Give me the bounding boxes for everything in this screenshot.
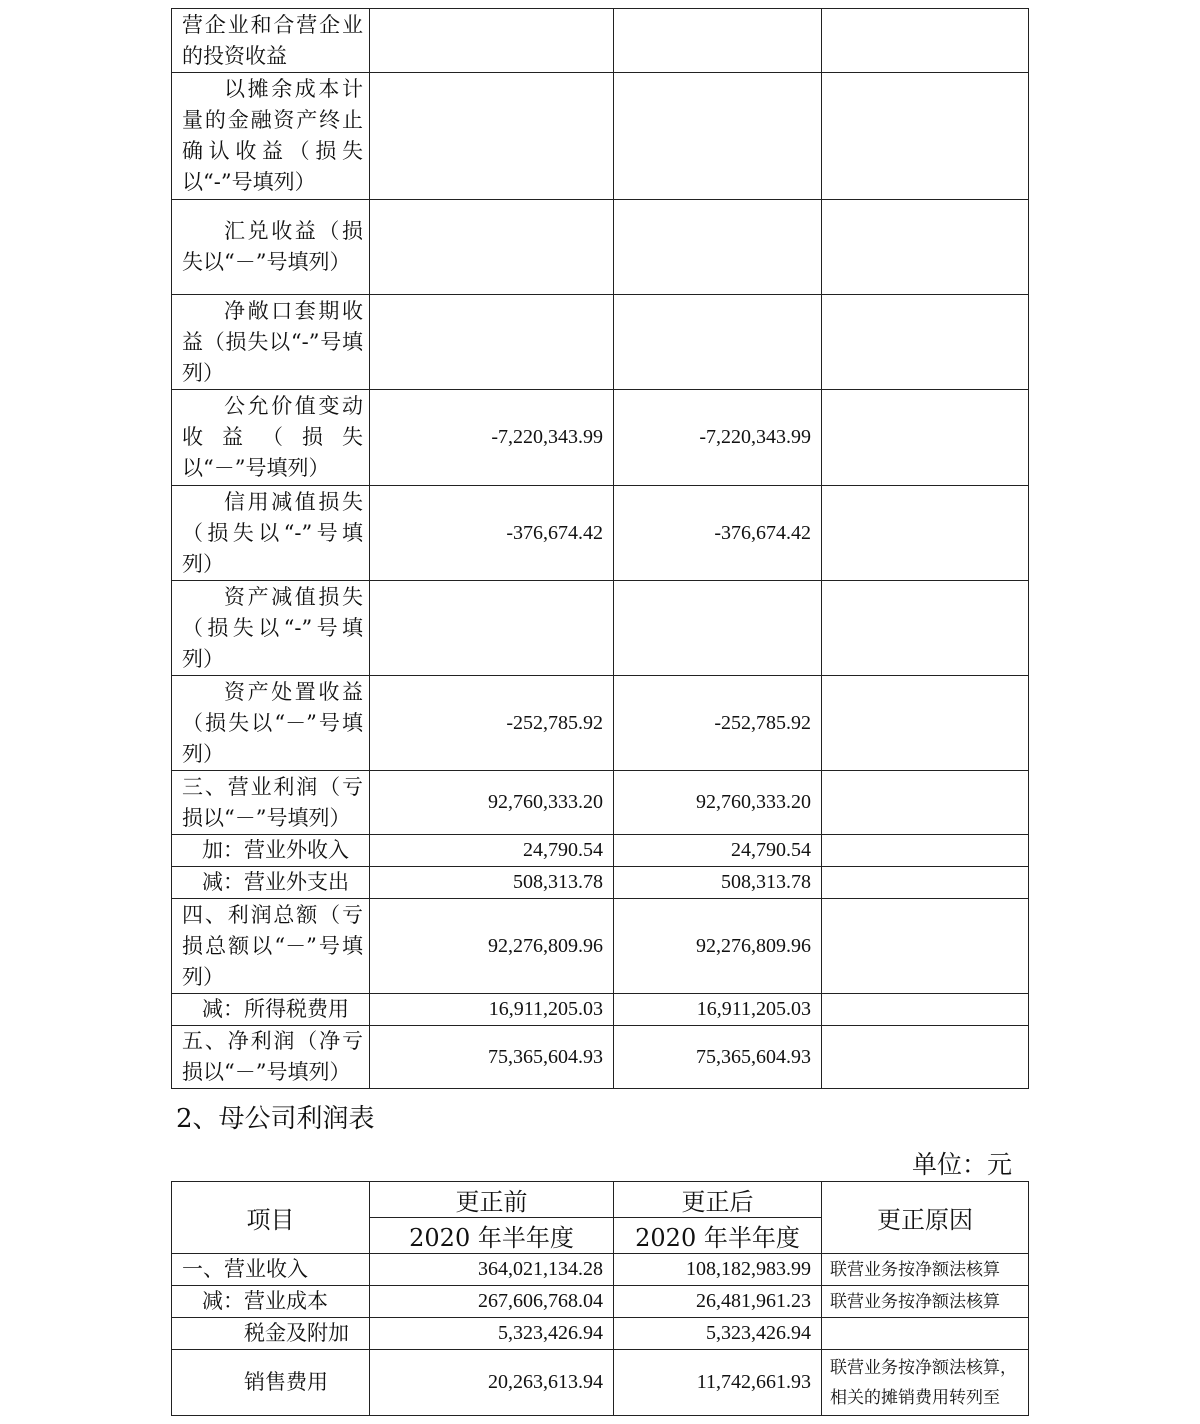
correction-reason: 联营业务按净额法核算 — [822, 1254, 1029, 1286]
value-after — [614, 9, 822, 73]
correction-reason — [822, 200, 1029, 295]
table-header-row — [172, 1182, 1029, 1218]
header-after: 更正后 — [614, 1182, 822, 1218]
row-label: 四、利润总额（亏损总额以“－”号填列） — [172, 899, 370, 994]
value-before: 364,021,134.28 — [370, 1254, 614, 1286]
correction-reason — [822, 1026, 1029, 1089]
header-before: 更正前 — [370, 1182, 614, 1218]
value-after: -7,220,343.99 — [614, 390, 822, 486]
value-before: 267,606,768.04 — [370, 1286, 614, 1318]
value-before: -252,785.92 — [370, 676, 614, 771]
value-before — [370, 73, 614, 200]
row-label: 减：营业成本 — [172, 1286, 370, 1318]
row-label: 税金及附加 — [172, 1318, 370, 1350]
value-after — [614, 295, 822, 390]
header-period-after: 2020 年半年度 — [614, 1218, 822, 1254]
table-row — [172, 200, 1029, 295]
value-before — [370, 581, 614, 676]
row-label: 汇兑收益（损失以“－”号填列） — [172, 200, 370, 295]
income-table-continued — [171, 8, 1029, 1089]
row-label: 减：所得税费用 — [172, 994, 370, 1026]
value-after: 16,911,205.03 — [614, 994, 822, 1026]
value-after: 5,323,426.94 — [614, 1318, 822, 1350]
value-before: 92,760,333.20 — [370, 771, 614, 835]
value-after: 508,313.78 — [614, 867, 822, 899]
header-reason: 更正原因 — [822, 1182, 1029, 1254]
value-after: 92,276,809.96 — [614, 899, 822, 994]
correction-reason — [822, 581, 1029, 676]
row-label: 五、净利润（净亏损以“－”号填列） — [172, 1026, 370, 1089]
table-row — [172, 771, 1029, 835]
row-label: 资产处置收益（损失以“－”号填列） — [172, 676, 370, 771]
value-after: 75,365,604.93 — [614, 1026, 822, 1089]
table-row — [172, 581, 1029, 676]
correction-reason — [822, 486, 1029, 581]
value-after — [614, 581, 822, 676]
header-period-before: 2020 年半年度 — [370, 1218, 614, 1254]
correction-reason — [822, 771, 1029, 835]
parent-income-table — [171, 1181, 1029, 1416]
value-before: 5,323,426.94 — [370, 1318, 614, 1350]
correction-reason: 联营业务按净额法核算 — [822, 1286, 1029, 1318]
table-row — [172, 1026, 1029, 1089]
table-row — [172, 486, 1029, 581]
row-label: 一、营业收入 — [172, 1254, 370, 1286]
unit-label: 单位：元 — [911, 1150, 1012, 1179]
table-row — [172, 867, 1029, 899]
row-label: 以摊余成本计量的金融资产终止确认收益（损失以“-”号填列） — [172, 73, 370, 200]
value-after: 11,742,661.93 — [614, 1350, 822, 1416]
value-after: -376,674.42 — [614, 486, 822, 581]
table-row — [172, 9, 1029, 73]
value-before: -7,220,343.99 — [370, 390, 614, 486]
correction-reason — [822, 390, 1029, 486]
value-before: -376,674.42 — [370, 486, 614, 581]
row-label: 净敞口套期收益（损失以“-”号填列） — [172, 295, 370, 390]
value-before: 24,790.54 — [370, 835, 614, 867]
table-row — [172, 1318, 1029, 1350]
value-before — [370, 9, 614, 73]
section-title: 2、母公司利润表 — [176, 1104, 375, 1134]
correction-reason: 联营业务按净额法核算，相关的摊销费用转列至 — [822, 1350, 1029, 1416]
value-after: 92,760,333.20 — [614, 771, 822, 835]
value-before: 16,911,205.03 — [370, 994, 614, 1026]
table-row — [172, 676, 1029, 771]
value-before: 508,313.78 — [370, 867, 614, 899]
correction-reason — [822, 867, 1029, 899]
row-label: 营企业和合营企业的投资收益 — [172, 9, 370, 73]
value-before: 75,365,604.93 — [370, 1026, 614, 1089]
correction-reason — [822, 1318, 1029, 1350]
value-after: 108,182,983.99 — [614, 1254, 822, 1286]
row-label: 减：营业外支出 — [172, 867, 370, 899]
correction-reason — [822, 899, 1029, 994]
table-row — [172, 835, 1029, 867]
table-row — [172, 390, 1029, 486]
value-before — [370, 200, 614, 295]
table-row — [172, 899, 1029, 994]
table-row — [172, 295, 1029, 390]
row-label: 资产减值损失（损失以“-”号填列） — [172, 581, 370, 676]
row-label: 加：营业外收入 — [172, 835, 370, 867]
value-before — [370, 295, 614, 390]
table-row — [172, 73, 1029, 200]
value-before: 92,276,809.96 — [370, 899, 614, 994]
correction-reason — [822, 9, 1029, 73]
value-after: -252,785.92 — [614, 676, 822, 771]
correction-reason — [822, 835, 1029, 867]
row-label: 销售费用 — [172, 1350, 370, 1416]
header-item: 项目 — [172, 1182, 370, 1254]
correction-reason — [822, 295, 1029, 390]
correction-reason — [822, 676, 1029, 771]
value-before: 20,263,613.94 — [370, 1350, 614, 1416]
correction-reason — [822, 73, 1029, 200]
correction-reason — [822, 994, 1029, 1026]
value-after — [614, 200, 822, 295]
table-row — [172, 1286, 1029, 1318]
table-row — [172, 994, 1029, 1026]
row-label: 三、营业利润（亏损以“－”号填列） — [172, 771, 370, 835]
value-after: 26,481,961.23 — [614, 1286, 822, 1318]
row-label: 公允价值变动收益（损失以“－”号填列） — [172, 390, 370, 486]
row-label: 信用减值损失（损失以“-”号填列） — [172, 486, 370, 581]
table-row — [172, 1254, 1029, 1286]
table-row — [172, 1350, 1029, 1416]
value-after — [614, 73, 822, 200]
value-after: 24,790.54 — [614, 835, 822, 867]
